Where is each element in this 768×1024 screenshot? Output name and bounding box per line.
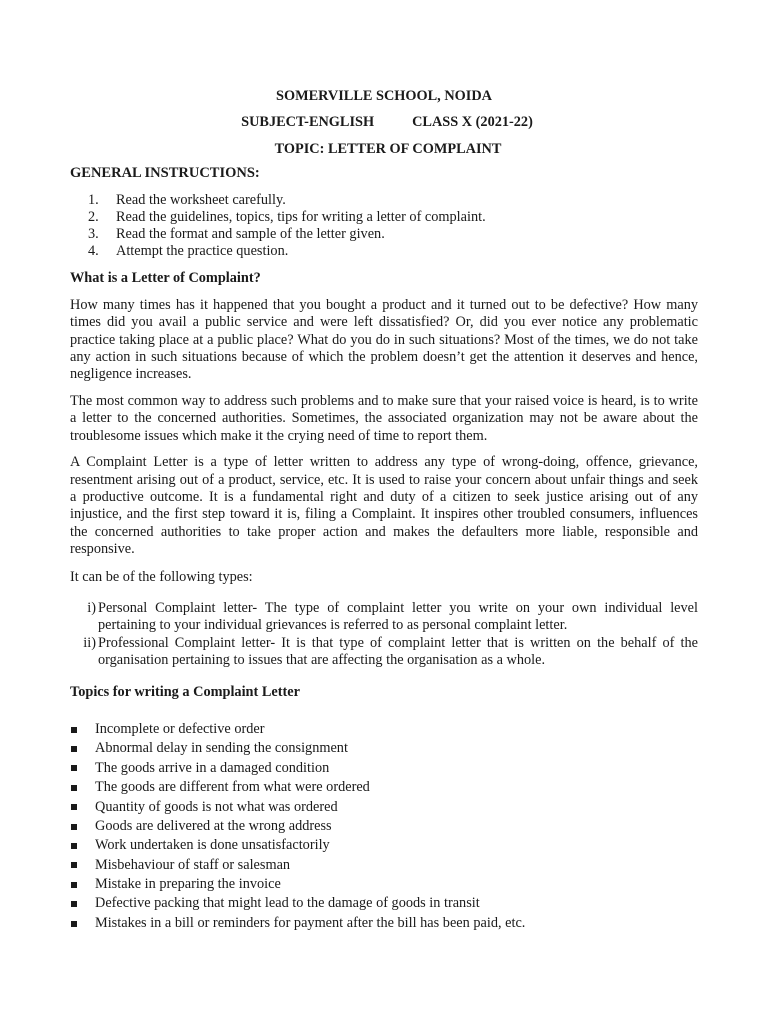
list-item xyxy=(70,798,698,817)
subject-label: SUBJECT-ENGLISH xyxy=(241,114,375,131)
paragraph: The most common way to address such problems and to make sure that your raised voice is heard, is to write a letter to the concerned authorities. Sometimes, the associated organization may not be aware about the troublesome issues which make it the crying need of time to report them. xyxy=(70,392,698,444)
list-text: Misbehaviour of staff or salesman xyxy=(95,856,291,873)
square-bullet-icon xyxy=(71,746,77,752)
list-item xyxy=(88,243,698,260)
list-number: 4. xyxy=(88,243,99,260)
section-title-what-is: What is a Letter of Complaint? xyxy=(70,270,261,287)
square-bullet-icon xyxy=(71,901,77,907)
square-bullet-icon xyxy=(71,843,77,849)
list-text: Read the worksheet carefully. xyxy=(116,191,286,208)
paragraph: A Complaint Letter is a type of letter written to address any type of wrong-doing, offence, grievance, resentment arising out of a product, service, etc. It is used to raise your concern about unfair things and seek a productive outcome. It is a fundamental right and duty of a citizen to seek justice arising out of any injustice, and the first step toward it is, filing a Complaint. It inspires other troubled consumers, influences the concerned authorities to take proper action and makes the defaulters more liable, responsible and responsive. xyxy=(70,454,698,558)
school-name: SOMERVILLE SCHOOL, NOIDA xyxy=(276,88,492,104)
list-text: Work undertaken is done unsatisfactorily xyxy=(95,837,330,854)
list-text: Read the guidelines, topics, tips for writing a letter of complaint. xyxy=(116,208,486,225)
list-number: 1. xyxy=(88,191,99,208)
list-item xyxy=(70,635,698,670)
list-number: 2. xyxy=(88,208,99,225)
class-label: CLASS X (2021-22) xyxy=(412,114,533,131)
types-list xyxy=(70,600,698,670)
list-text: Mistake in preparing the invoice xyxy=(95,876,281,893)
list-text: Incomplete or defective order xyxy=(95,720,265,737)
subject-class-line xyxy=(70,114,698,131)
list-text: The goods are different from what were ordered xyxy=(95,779,370,796)
list-text: Defective packing that might lead to the damage of goods in transit xyxy=(95,895,480,912)
square-bullet-icon xyxy=(71,804,77,810)
list-text: Mistakes in a bill or reminders for payment after the bill has been paid, etc. xyxy=(95,914,526,931)
list-item xyxy=(70,720,698,739)
list-text: Abnormal delay in sending the consignment xyxy=(95,740,348,757)
paragraph: How many times has it happened that you bought a product and it turned out to be defective? How many times did you avail a public service and were left dissatisfied? Or, did you ever notice any problematic practice taking place at a public place? What do you do in such situations? Most of the times, we do not take any action in such situations because of which the problem doesn’t get the attention it deserves and hence, negligence increases. xyxy=(70,296,698,383)
section-title-topics: Topics for writing a Complaint Letter xyxy=(70,683,300,700)
square-bullet-icon xyxy=(71,882,77,888)
list-text: Quantity of goods is not what was ordered xyxy=(95,798,338,815)
square-bullet-icon xyxy=(71,765,77,771)
list-text: Attempt the practice question. xyxy=(116,243,289,260)
worksheet-page xyxy=(70,88,698,933)
square-bullet-icon xyxy=(71,824,77,830)
list-item xyxy=(70,739,698,758)
square-bullet-icon xyxy=(71,727,77,733)
list-item xyxy=(70,817,698,836)
list-text: Read the format and sample of the letter given. xyxy=(116,226,385,243)
list-item xyxy=(88,226,698,243)
list-item xyxy=(70,759,698,778)
instructions-list xyxy=(70,192,698,261)
list-item xyxy=(88,209,698,226)
list-text: Professional Complaint letter- It is that type of complaint letter that is written on the behalf of the organisation pertaining to issues that are affecting the organisation as a whole. xyxy=(98,634,698,669)
list-number: i) xyxy=(87,599,96,616)
square-bullet-icon xyxy=(71,921,77,927)
general-instructions-title: GENERAL INSTRUCTIONS: xyxy=(70,165,260,182)
square-bullet-icon xyxy=(71,862,77,868)
list-item xyxy=(70,600,698,635)
types-intro: It can be of the following types: xyxy=(70,568,253,585)
square-bullet-icon xyxy=(71,785,77,791)
topics-list xyxy=(70,720,698,933)
list-item xyxy=(70,875,698,894)
list-text: Personal Complaint letter- The type of complaint letter you write on your own individual level pertaining to your individual grievances is referred to as personal complaint letter. xyxy=(98,599,698,634)
list-item xyxy=(70,856,698,875)
list-item xyxy=(70,778,698,797)
list-number: 3. xyxy=(88,226,99,243)
list-number: ii) xyxy=(83,634,96,651)
list-text: Goods are delivered at the wrong address xyxy=(95,817,332,834)
list-item xyxy=(70,894,698,913)
list-text: The goods arrive in a damaged condition xyxy=(95,759,330,776)
topic-heading: TOPIC: LETTER OF COMPLAINT xyxy=(274,140,502,157)
list-item xyxy=(70,836,698,855)
list-item xyxy=(88,192,698,209)
list-item xyxy=(70,914,698,933)
